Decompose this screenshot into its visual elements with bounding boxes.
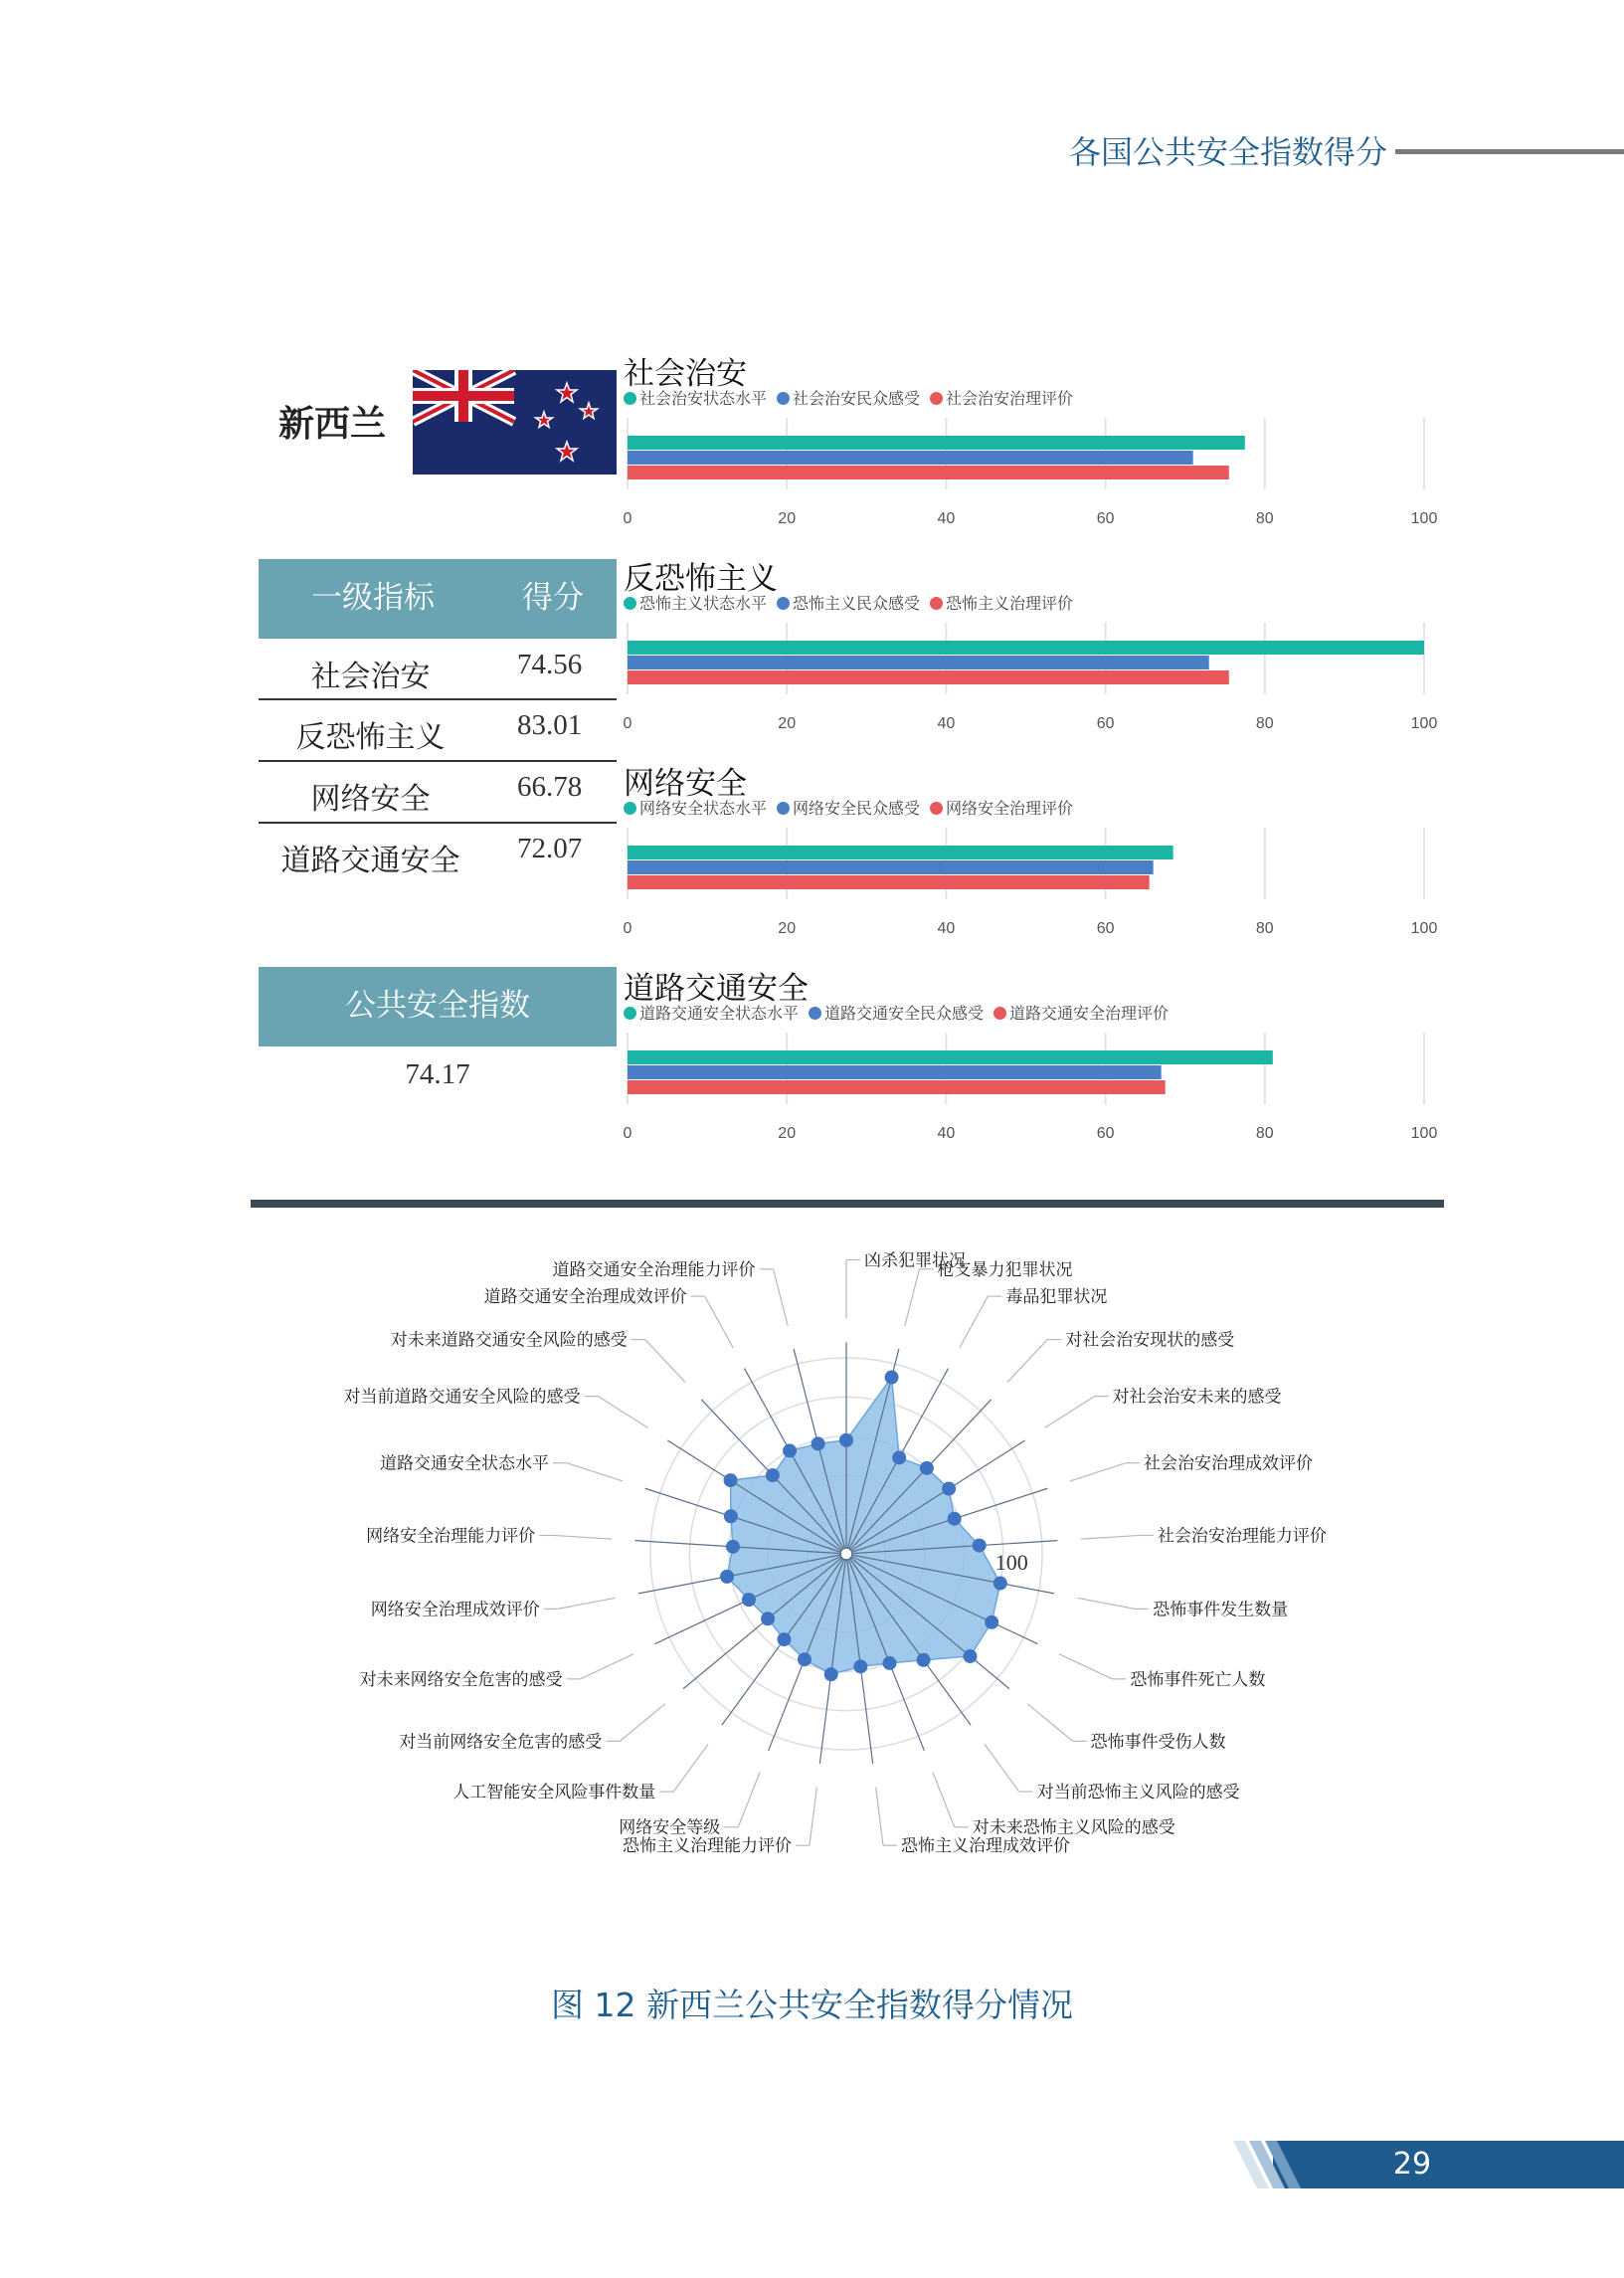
bar-chart-legend (624, 796, 1083, 819)
radar-point (724, 1473, 738, 1487)
legend-item (624, 594, 767, 613)
radar-axis-label: 社会治安治理成效评价 (1144, 1453, 1314, 1474)
legend-dot-icon (624, 1007, 636, 1020)
page-corner-stripes (1233, 2141, 1303, 2188)
legend-dot-icon (930, 597, 943, 610)
bar (628, 875, 1150, 889)
radar-leader-line (1007, 1340, 1047, 1383)
radar-center (840, 1548, 852, 1560)
legend-label: 恐怖主义民众感受 (793, 594, 921, 613)
radar-leader-line (567, 1463, 623, 1481)
x-tick-label: 100 (1410, 510, 1438, 527)
bar-chart-plot (597, 418, 1462, 537)
x-tick-label: 100 (1410, 715, 1438, 732)
bar (628, 436, 1245, 450)
radar-axis-label: 对当前恐怖主义风险的感受 (1036, 1783, 1240, 1803)
radar-axis-label: 对未来网络安全危害的感受 (359, 1669, 563, 1690)
x-tick-label: 100 (1410, 920, 1438, 937)
radar-chart (0, 1209, 1624, 1865)
legend-item (624, 389, 767, 408)
legend-item (930, 799, 1073, 818)
page-header-title: 各国公共安全指数得分 (1069, 133, 1388, 171)
x-tick-label: 0 (623, 920, 632, 937)
x-tick-label: 60 (1096, 920, 1115, 937)
table-divider (259, 822, 617, 824)
x-tick-label: 60 (1096, 1125, 1115, 1142)
radar-axis-label: 对未来恐怖主义风险的感受 (972, 1817, 1175, 1838)
legend-item (777, 594, 920, 613)
x-tick-label: 40 (937, 920, 956, 937)
x-tick-label: 20 (778, 1125, 797, 1142)
col-score-header: 得分 (522, 580, 584, 616)
x-tick-label: 40 (937, 1125, 956, 1142)
bar (628, 670, 1229, 684)
radar-leader-line (620, 1704, 665, 1742)
radar-axis-label: 恐怖主义治理能力评价 (622, 1836, 792, 1857)
radar-point (993, 1577, 1007, 1591)
country-name: 新西兰 (278, 404, 387, 445)
radar-leader-line (1077, 1598, 1135, 1609)
legend-item (624, 1004, 799, 1023)
indicator-name: 反恐怖主义 (295, 720, 446, 755)
radar-leader-line (933, 1773, 955, 1827)
radar-point (742, 1593, 756, 1607)
radar-axis-label: 对社会治安现状的感受 (1065, 1330, 1235, 1351)
figure-caption: 图 12 新西兰公共安全指数得分情况 (551, 1986, 1073, 2024)
radar-axis-label: 道路交通安全状态水平 (379, 1453, 549, 1474)
legend-dot-icon (777, 597, 790, 610)
radar-axis-label: 对当前道路交通安全风险的感受 (343, 1387, 581, 1408)
public-safety-index-label: 公共安全指数 (345, 988, 530, 1024)
radar-point (985, 1615, 998, 1629)
radar-leader-line (599, 1397, 648, 1428)
bar-chart-plot (597, 623, 1462, 742)
bar-chart-legend (624, 386, 1083, 409)
radar-point (853, 1659, 867, 1673)
radar-max-label: 100 (994, 1550, 1028, 1575)
legend-item (777, 799, 920, 818)
bar (628, 656, 1209, 669)
legend-dot-icon (624, 597, 636, 610)
x-tick-label: 60 (1096, 510, 1115, 527)
radar-axis-label: 恐怖事件受伤人数 (1090, 1732, 1226, 1753)
legend-dot-icon (993, 1007, 1006, 1020)
x-tick-label: 40 (937, 510, 956, 527)
radar-point (885, 1371, 899, 1385)
radar-point (777, 1632, 791, 1646)
legend-label: 网络安全民众感受 (793, 799, 921, 818)
radar-leader-line (645, 1340, 685, 1383)
x-tick-label: 80 (1255, 920, 1274, 937)
legend-dot-icon (777, 392, 790, 405)
x-tick-label: 40 (937, 715, 956, 732)
bar-chart-plot (597, 828, 1462, 947)
x-tick-label: 60 (1096, 715, 1115, 732)
public-safety-index-value: 74.17 (405, 1058, 470, 1090)
legend-label: 网络安全状态水平 (639, 799, 768, 818)
radar-axis-label: 对社会治安未来的感受 (1112, 1387, 1282, 1408)
legend-item (624, 799, 767, 818)
radar-point (783, 1443, 797, 1457)
bar (628, 466, 1229, 479)
x-tick-label: 80 (1255, 1125, 1274, 1142)
bar-chart-legend (624, 591, 1083, 614)
radar-axis-label: 恐怖主义治理成效评价 (901, 1836, 1071, 1857)
radar-leader-line (905, 1269, 920, 1326)
radar-leader-line (558, 1598, 616, 1609)
legend-dot-icon (624, 802, 636, 815)
legend-label: 社会治安状态水平 (639, 389, 768, 408)
radar-point (963, 1649, 977, 1663)
radar-axis-label: 道路交通安全治理成效评价 (483, 1287, 687, 1308)
legend-item (777, 389, 920, 408)
bar-chart-title: 社会治安 (624, 356, 747, 392)
indicator-score: 83.01 (517, 709, 583, 741)
radar-leader-line (810, 1788, 816, 1846)
radar-area (727, 1378, 1000, 1675)
legend-dot-icon (777, 802, 790, 815)
legend-dot-icon (624, 392, 636, 405)
legend-item (930, 594, 1073, 613)
legend-label: 道路交通安全民众感受 (824, 1004, 985, 1023)
col-indicator-header: 一级指标 (311, 580, 435, 616)
radar-point (798, 1652, 812, 1666)
indicator-name: 社会治安 (310, 660, 431, 694)
radar-point (942, 1482, 956, 1496)
radar-axis-label: 网络安全治理成效评价 (370, 1600, 540, 1620)
radar-leader-line (581, 1654, 633, 1679)
bar (628, 1065, 1162, 1079)
radar-point (824, 1667, 838, 1681)
bar (628, 641, 1424, 655)
bar-chart-title: 道路交通安全 (624, 971, 809, 1007)
radar-leader-line (553, 1535, 612, 1539)
bar-chart-plot (597, 1033, 1462, 1152)
radar-leader-line (1081, 1535, 1140, 1539)
radar-point (948, 1512, 962, 1526)
radar-axis-label: 恐怖事件发生数量 (1153, 1600, 1289, 1620)
radar-leader-line (1070, 1463, 1126, 1481)
radar-leader-line (1045, 1397, 1095, 1428)
radar-leader-line (705, 1296, 733, 1348)
bar (628, 1050, 1273, 1064)
radar-point (766, 1468, 780, 1482)
indicator-score: 72.07 (517, 833, 583, 864)
radar-point (883, 1656, 897, 1670)
x-tick-label: 0 (623, 510, 632, 527)
legend-item (930, 389, 1073, 408)
new-zealand-flag-icon (413, 370, 617, 475)
radar-axis-label: 枪支暴力犯罪状况 (937, 1259, 1073, 1280)
x-tick-label: 80 (1255, 510, 1274, 527)
bar-chart-legend (624, 1001, 1178, 1024)
x-tick-label: 20 (778, 920, 797, 937)
radar-leader-line (960, 1296, 988, 1348)
radar-leader-line (1027, 1704, 1073, 1742)
radar-axis-label: 恐怖事件死亡人数 (1130, 1669, 1266, 1690)
indicator-name: 道路交通安全 (280, 844, 460, 878)
radar-point (726, 1540, 740, 1554)
legend-item (993, 1004, 1169, 1023)
radar-point (973, 1539, 987, 1553)
radar-axis-label: 毒品犯罪状况 (1005, 1287, 1108, 1308)
indicator-score: 66.78 (517, 771, 583, 803)
radar-leader-line (673, 1744, 708, 1792)
x-tick-label: 20 (778, 715, 797, 732)
page-number: 29 (1392, 2147, 1432, 2182)
radar-axis-label: 道路交通安全治理能力评价 (552, 1259, 756, 1280)
indicator-score: 74.56 (517, 649, 583, 680)
legend-label: 道路交通安全治理评价 (1009, 1004, 1170, 1023)
radar-leader-line (876, 1788, 883, 1846)
x-tick-label: 100 (1410, 1125, 1438, 1142)
legend-label: 社会治安治理评价 (946, 389, 1074, 408)
header-rule (1395, 149, 1624, 154)
x-tick-label: 20 (778, 510, 797, 527)
bar-chart-title: 反恐怖主义 (624, 561, 778, 597)
radar-leader-line (738, 1773, 760, 1827)
legend-label: 恐怖主义治理评价 (946, 594, 1074, 613)
legend-label: 网络安全治理评价 (946, 799, 1074, 818)
legend-dot-icon (930, 392, 943, 405)
radar-axis-label: 网络安全等级 (619, 1817, 721, 1838)
legend-dot-icon (809, 1007, 821, 1020)
radar-axis-label: 对未来道路交通安全风险的感受 (390, 1330, 628, 1351)
radar-point (724, 1509, 738, 1523)
bar (628, 451, 1193, 465)
x-tick-label: 80 (1255, 715, 1274, 732)
radar-axis-label: 社会治安治理能力评价 (1157, 1526, 1327, 1547)
radar-point (761, 1612, 775, 1625)
indicator-name: 网络安全 (310, 782, 431, 817)
legend-item (809, 1004, 984, 1023)
legend-label: 社会治安民众感受 (793, 389, 921, 408)
radar-point (920, 1461, 934, 1475)
bar-chart-title: 网络安全 (624, 766, 747, 802)
radar-axis-label: 网络安全治理能力评价 (366, 1526, 536, 1547)
section-divider (251, 1200, 1444, 1208)
radar-point (720, 1570, 734, 1584)
x-tick-label: 0 (623, 715, 632, 732)
x-tick-label: 0 (623, 1125, 632, 1142)
radar-axis-label: 凶杀犯罪状况 (864, 1250, 966, 1271)
table-divider (259, 698, 617, 700)
radar-point (917, 1653, 931, 1667)
radar-axis-label: 人工智能安全风险事件数量 (452, 1783, 656, 1803)
radar-point (892, 1450, 906, 1464)
radar-axis-label: 对当前网络安全危害的感受 (399, 1732, 603, 1753)
table-divider (259, 760, 617, 762)
legend-label: 恐怖主义状态水平 (639, 594, 768, 613)
bar (628, 860, 1154, 874)
radar-point (839, 1433, 853, 1447)
radar-leader-line (1059, 1654, 1112, 1679)
legend-label: 道路交通安全状态水平 (639, 1004, 800, 1023)
radar-point (812, 1436, 825, 1450)
radar-leader-line (774, 1269, 789, 1326)
bar (628, 846, 1173, 859)
radar-leader-line (985, 1744, 1019, 1792)
legend-dot-icon (930, 802, 943, 815)
bar (628, 1080, 1166, 1094)
